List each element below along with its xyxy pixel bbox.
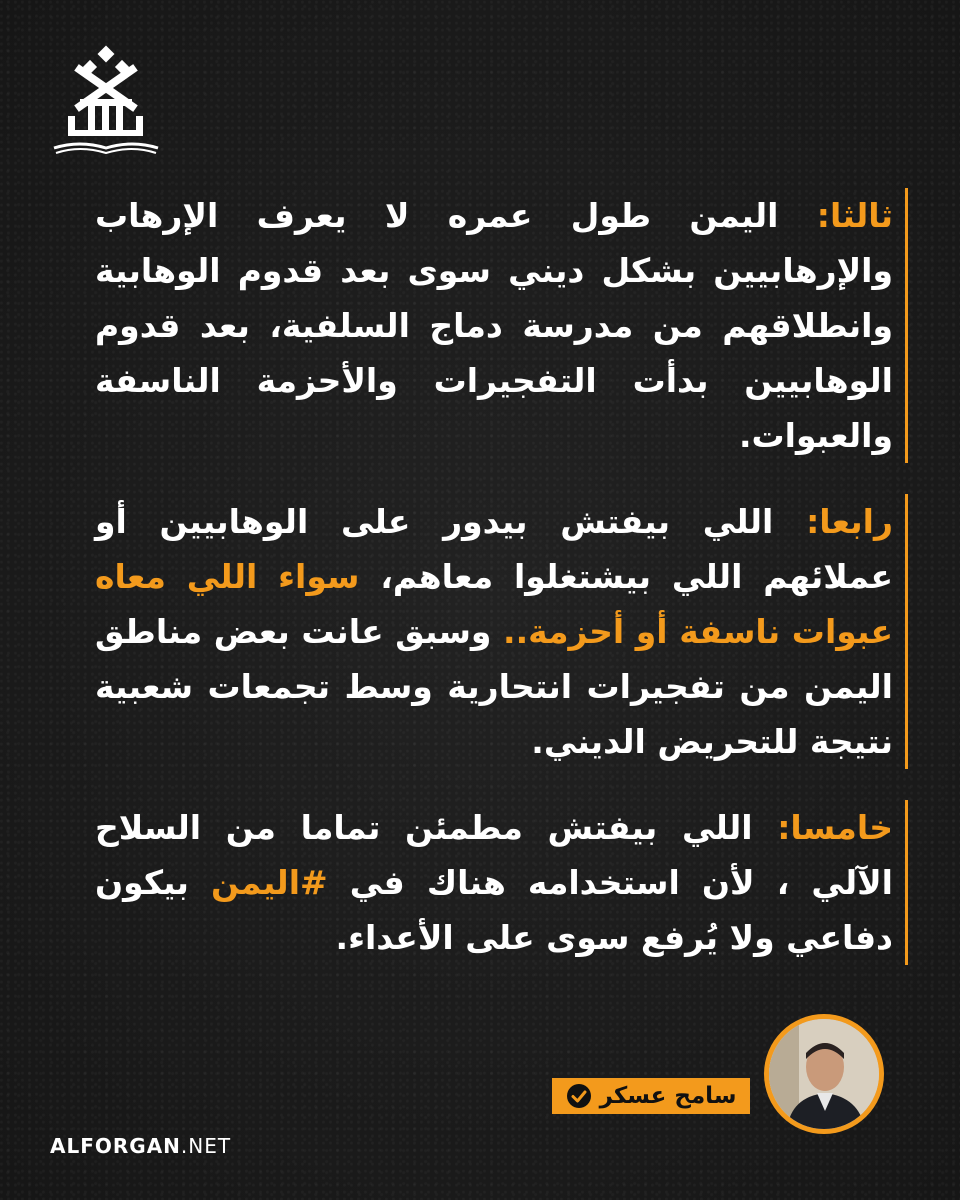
paragraph-fourth-text-after: وسبق عانت بعض مناطق اليمن من تفجيرات انتحارية وسط تجمعات شعبية نتيجة للتحريض الديني. xyxy=(95,612,893,761)
paragraph-fourth-label: رابعا: xyxy=(806,502,893,541)
paragraph-fifth-label: خامسا: xyxy=(777,808,893,847)
paragraph-fourth-highlight: سواء اللي معاه عبوات ناسفة أو أحزمة.. xyxy=(95,557,893,651)
paragraph-third-text: اليمن طول عمره لا يعرف الإرهاب والإرهابيين بشكل ديني سوى بعد قدوم الوهابية وانطلاقهم من مدرسة دماج السلفية، بعد قدوم الوهابيين بدأت التفجيرات والأحزمة الناسفة والعبوات. xyxy=(95,196,893,455)
author-name: سامح عسكر xyxy=(599,1083,737,1109)
site-url-rest: .NET xyxy=(180,1134,232,1158)
verified-check-icon xyxy=(566,1083,592,1109)
author-avatar xyxy=(764,1014,884,1134)
paragraph-third xyxy=(95,188,908,463)
paragraph-third-label: ثالثا: xyxy=(816,196,893,235)
paragraph-fourth xyxy=(95,494,908,769)
hashtag-yemen[interactable]: #اليمن xyxy=(211,863,328,902)
site-url xyxy=(50,1134,231,1158)
book-calligraphy-logo-icon xyxy=(50,44,162,158)
paragraph-fifth-text-before: اللي بيفتش مطمئن تماما من السلاح الآلي ، لأن استخدامه هناك في xyxy=(95,808,893,902)
author-photo xyxy=(769,1019,879,1129)
paragraph-fifth xyxy=(95,800,908,965)
paragraph-fifth-text-after: بيكون دفاعي ولا يُرفع سوى على الأعداء. xyxy=(95,863,893,957)
site-url-bold: ALFORGAN xyxy=(50,1134,181,1158)
paragraph-fourth-text-before: اللي بيفتش بيدور على الوهابيين أو عملائهم اللي بيشتغلوا معاهم، xyxy=(95,502,894,596)
author-name-tag xyxy=(552,1078,750,1114)
